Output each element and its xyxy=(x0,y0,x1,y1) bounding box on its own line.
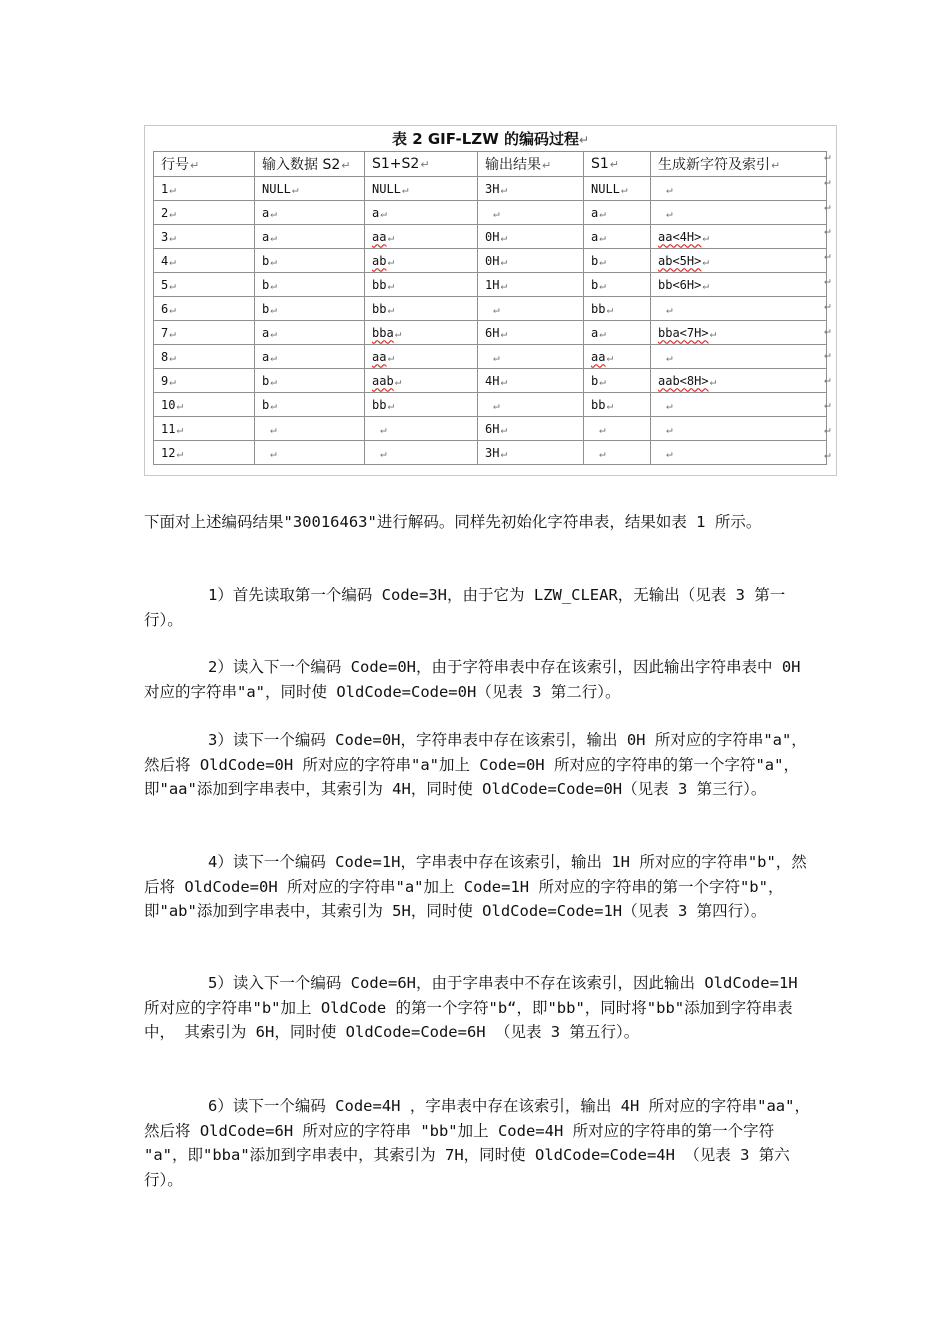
table-cell: bb↵ xyxy=(365,273,478,297)
row-end-mark: ↵ xyxy=(824,249,831,263)
table-cell: a↵ xyxy=(255,225,365,249)
row-end-mark: ↵ xyxy=(824,398,831,411)
column-header: 生成新字符及索引↵ xyxy=(651,152,827,177)
table-cell: 1↵ xyxy=(154,177,255,201)
row-end-mark: ↵ xyxy=(824,323,831,337)
step-4-paragraph: 4）读下一个编码 Code=1H，字串表中存在该索引，输出 1H 所对应的字符串"b"，然后将 OldCode=0H 所对应的字符串"a"加上 Code=1H 所对应的字符串的第一个字符"b"，即"ab"添加到字串表中，其索引为 5H，同时使 OldCode=Code=1H（见表 3 第四行）。 xyxy=(144,853,807,920)
column-header: 输出结果↵ xyxy=(478,152,584,177)
row-end-mark: ↵ xyxy=(824,274,831,287)
table-cell: aa↵ xyxy=(584,345,651,369)
table-cell: a↵ xyxy=(584,201,651,225)
table-row xyxy=(154,417,827,441)
table-cell: 1H↵ xyxy=(478,273,584,297)
lzw-encoding-table xyxy=(153,151,827,465)
table-cell: NULL↵ xyxy=(584,177,651,201)
table-cell: bba↵ xyxy=(365,321,478,345)
row-end-mark: ↵ xyxy=(824,224,831,238)
table-cell: ↵ xyxy=(255,441,365,465)
table-cell: b↵ xyxy=(255,249,365,273)
table-row xyxy=(154,177,827,201)
table-cell: ↵ xyxy=(478,201,584,225)
table-cell: 0H↵ xyxy=(478,249,584,273)
table-cell: b↵ xyxy=(255,273,365,297)
table-header-row xyxy=(154,152,827,177)
table-cell: b↵ xyxy=(255,393,365,417)
table-cell: 9↵ xyxy=(154,369,255,393)
table-cell: 6H↵ xyxy=(478,321,584,345)
table-cell: ab<5H>↵ xyxy=(651,249,827,273)
table-cell: ↵ xyxy=(651,177,827,201)
table-cell: ↵ xyxy=(651,393,827,417)
table-cell: b↵ xyxy=(584,369,651,393)
table-cell: a↵ xyxy=(584,225,651,249)
step-3-paragraph: 3）读下一个编码 Code=0H，字符串表中存在该索引，输出 0H 所对应的字符串"a"，然后将 OldCode=0H 所对应的字符串"a"加上 Code=0H 所对应的字符串的第一个字符"a"，即"aa"添加到字串表中，其索引为 4H，同时使 OldCode=Code=0H（见表 3 第三行）。 xyxy=(144,731,807,798)
table-cell: a↵ xyxy=(255,345,365,369)
table-caption: 表 2 GIF-LZW 的编码过程↵ xyxy=(391,130,590,148)
step-6-paragraph: 6）读下一个编码 Code=4H ，字串表中存在该索引，输出 4H 所对应的字符串"aa"，然后将 OldCode=6H 所对应的字符串 "bb"加上 Code=4H 所对应的字符串的第一个字符 "a"，即"bba"添加到字串表中，其索引为 7H，同时使 OldCode=Code=4H （见表 3 第六行）。 xyxy=(144,1097,810,1189)
table-row xyxy=(154,369,827,393)
table-cell: b↵ xyxy=(255,297,365,321)
table-row xyxy=(154,441,827,465)
row-end-mark: ↵ xyxy=(824,174,831,188)
table-cell: 3H↵ xyxy=(478,441,584,465)
table-cell: 6↵ xyxy=(154,297,255,321)
table-cell: bb↵ xyxy=(584,297,651,321)
table-cell: ↵ xyxy=(478,297,584,321)
lzw-table-frame xyxy=(144,125,837,476)
table-cell: 7↵ xyxy=(154,321,255,345)
table-cell: bb<6H>↵ xyxy=(651,273,827,297)
table-row xyxy=(154,297,827,321)
table-cell: ↵ xyxy=(584,417,651,441)
table-row xyxy=(154,393,827,417)
table-cell: aa<4H>↵ xyxy=(651,225,827,249)
column-header: S1↵ xyxy=(584,152,651,177)
table-row xyxy=(154,321,827,345)
table-cell: 3↵ xyxy=(154,225,255,249)
table-cell: ab↵ xyxy=(365,249,478,273)
table-cell: 5↵ xyxy=(154,273,255,297)
table-cell: bb↵ xyxy=(365,297,478,321)
table-row xyxy=(154,273,827,297)
step-2-paragraph: 2）读入下一个编码 Code=0H，由于字符串表中存在该索引，因此输出字符串表中 0H 对应的字符串"a"，同时使 OldCode=Code=0H（见表 3 第二行）。 xyxy=(144,658,801,701)
table-cell: aab↵ xyxy=(365,369,478,393)
row-end-mark: ↵ xyxy=(824,298,831,312)
table-cell: ↵ xyxy=(255,417,365,441)
table-cell: aa↵ xyxy=(365,345,478,369)
table-cell: ↵ xyxy=(651,417,827,441)
row-end-mark: ↵ xyxy=(824,348,831,362)
table-cell: a↵ xyxy=(365,201,478,225)
table-cell: 4↵ xyxy=(154,249,255,273)
step-5-paragraph: 5）读入下一个编码 Code=6H，由于字串表中不存在该索引，因此输出 OldCode=1H 所对应的字符串"b"加上 OldCode 的第一个字符"b“，即"bb"，同时将"bb"添加到字符串表中， 其索引为 6H，同时使 OldCode=Code=6H （见表 3 第五行）。 xyxy=(144,974,798,1041)
row-end-mark: ↵ xyxy=(824,373,831,387)
table-cell: ↵ xyxy=(651,441,827,465)
table-cell: 11↵ xyxy=(154,417,255,441)
table-cell: a↵ xyxy=(255,201,365,225)
table-cell: aab<8H>↵ xyxy=(651,369,827,393)
column-header: 输入数据 S2↵ xyxy=(255,152,365,177)
table-cell: ↵ xyxy=(651,297,827,321)
row-end-mark: ↵ xyxy=(824,422,831,436)
row-end-mark: ↵ xyxy=(824,150,831,163)
row-end-mark: ↵ xyxy=(824,447,831,461)
table-cell: ↵ xyxy=(365,417,478,441)
table-row xyxy=(154,201,827,225)
table-cell: ↵ xyxy=(478,393,584,417)
table-cell: ↵ xyxy=(651,345,827,369)
table-cell: ↵ xyxy=(584,441,651,465)
table-cell: 8↵ xyxy=(154,345,255,369)
intro-paragraph: 下面对上述编码结果"30016463"进行解码。同样先初始化字符串表，结果如表 1 所示。 xyxy=(144,513,762,531)
table-cell: 12↵ xyxy=(154,441,255,465)
table-cell: aa↵ xyxy=(365,225,478,249)
table-cell: bb↵ xyxy=(584,393,651,417)
table-row xyxy=(154,225,827,249)
table-cell: NULL↵ xyxy=(365,177,478,201)
table-cell: 4H↵ xyxy=(478,369,584,393)
step-1-paragraph: 1）首先读取第一个编码 Code=3H，由于它为 LZW_CLEAR，无输出（见表 3 第一行）。 xyxy=(144,586,786,629)
table-cell: 3H↵ xyxy=(478,177,584,201)
table-cell: b↵ xyxy=(255,369,365,393)
table-row xyxy=(154,345,827,369)
table-cell: bba<7H>↵ xyxy=(651,321,827,345)
table-cell: ↵ xyxy=(365,441,478,465)
table-cell: 2↵ xyxy=(154,201,255,225)
table-cell: bb↵ xyxy=(365,393,478,417)
table-cell: ↵ xyxy=(651,201,827,225)
table-cell: a↵ xyxy=(584,321,651,345)
table-row xyxy=(154,249,827,273)
table-cell: 10↵ xyxy=(154,393,255,417)
table-cell: 6H↵ xyxy=(478,417,584,441)
table-cell: a↵ xyxy=(255,321,365,345)
table-cell: b↵ xyxy=(584,273,651,297)
table-cell: ↵ xyxy=(478,345,584,369)
table-cell: NULL↵ xyxy=(255,177,365,201)
column-header: 行号↵ xyxy=(154,152,255,177)
row-end-mark: ↵ xyxy=(824,199,831,213)
table-cell: 0H↵ xyxy=(478,225,584,249)
column-header: S1+S2↵ xyxy=(365,152,478,177)
table-cell: b↵ xyxy=(584,249,651,273)
